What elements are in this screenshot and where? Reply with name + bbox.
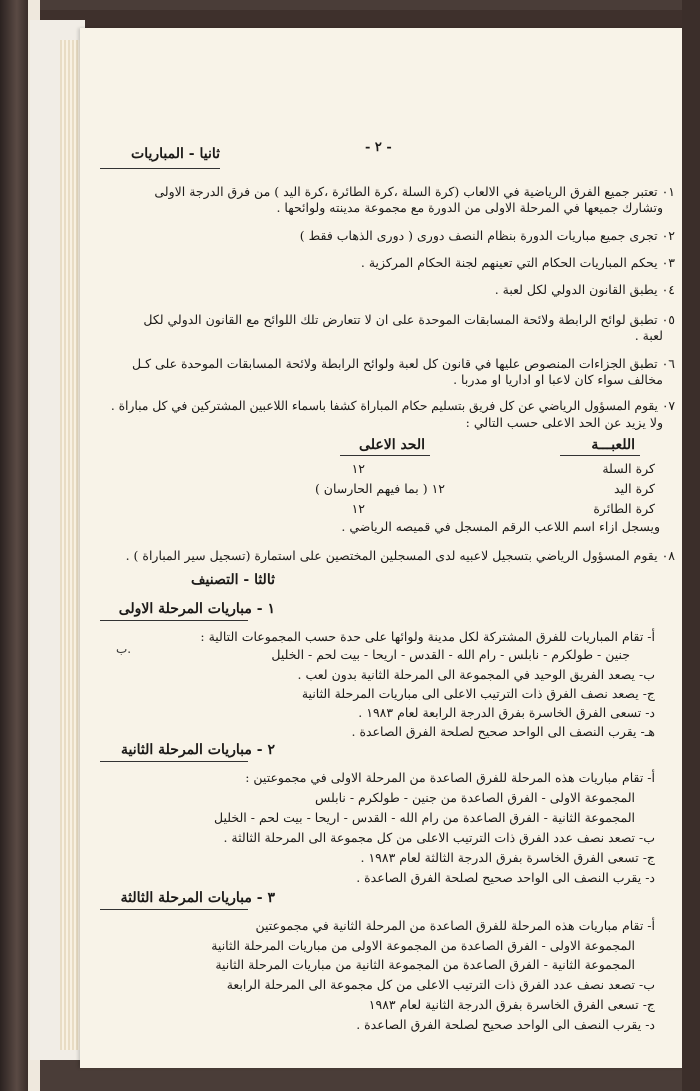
- table-head-max-underline: [340, 455, 430, 456]
- stage3-group1: المجموعة الاولى - الفرق الصاعدة من المجموعة الاولى من مباريات المرحلة الثانية: [211, 938, 635, 953]
- table-row-game: كرة اليد: [614, 481, 655, 496]
- heading-underline: [100, 168, 220, 169]
- stage1-cities: جنين - طولكرم - نابلس - رام الله - القدس - اريحا - بيت لحم - الخليل: [271, 647, 630, 662]
- stage2-group1: المجموعة الاولى - الفرق الصاعدة من جنين - طولكرم - نابلس: [315, 790, 635, 805]
- item4: ٠٤ يطبق القانون الدولي لكل لعبة .: [494, 282, 675, 297]
- stage2-item-c: ج- تسعى الفرق الخاسرة بفرق الدرجة الثالثة لعام ١٩٨٣ .: [360, 850, 655, 865]
- stage1-heading: ١ - مباريات المرحلة الاولى: [118, 601, 275, 617]
- section2-heading: ثانيا - المباريات: [131, 146, 220, 162]
- item5-line2: لعبة .: [634, 328, 663, 343]
- margin-mark: ب.: [116, 642, 132, 656]
- stage2-item-b: ب- تصعد نصف عدد الفرق ذات الترتيب الاعلى من كل مجموعة الى المرحلة الثالثة .: [223, 830, 655, 845]
- page-number: - ٢ -: [365, 140, 392, 155]
- stage3-item-b: ب- تصعد نصف عدد الفرق ذات الترتيب الاعلى من كل مجموعة الى المرحلة الرابعة: [226, 977, 655, 992]
- item7-line1: ٠٧ يقوم المسؤول الرياضي عن كل فريق بتسليم حكام المباراة كشفا باسماء اللاعبين المشتركين في كل مباراة .: [110, 399, 675, 413]
- stage1-item-b: ب- يصعد الفريق الوحيد في المجموعة الى المرحلة الثانية بدون لعب .: [297, 667, 655, 682]
- item7-line2: ولا يزيد عن الحد الاعلى حسب التالي :: [465, 415, 663, 430]
- item6-line2: مخالف سواء كان لاعبا او اداريا او مدربا .: [453, 372, 663, 387]
- item8: ٠٨ يقوم المسؤول الرياضي بتسجيل لاعبيه لدى المسجلين المختصين على استمارة (تسجيل سير المباراة ) .: [125, 548, 675, 563]
- item6-line1: ٠٦ تطبق الجزاءات المنصوص عليها في قانون كل لعبة ولوائح الرابطة ولائحة المسابقات الموحدة على كـل: [131, 356, 675, 371]
- table-note: ويسجل ازاء اسم اللاعب الرقم المسجل في قميصه الرياضي .: [341, 519, 660, 534]
- item1-line2: وتشارك جميعها في المرحلة الاولى من الدورة مع مجموعة مدينته ولوائحها .: [276, 200, 663, 215]
- item1-line1: ٠١ تعتبر جميع الفرق الرياضية في الالعاب (كرة السلة ،كرة الطائرة ،كرة اليد ) من فرق الدرجة الاولى: [154, 184, 675, 199]
- stage2-heading: ٢ - مباريات المرحلة الثانية: [121, 742, 275, 758]
- right-edge-tape: [682, 0, 700, 1091]
- table-row-max: ١٢: [351, 461, 365, 476]
- stage3-group2: المجموعة الثانية - الفرق الصاعدة من المجموعة الثانية من مباريات المرحلة الثانية: [215, 957, 635, 972]
- stage3-item-a: أ- تقام مباريات هذه المرحلة للفرق الصاعدة من المرحلة الثانية في مجموعتين: [255, 918, 655, 933]
- stage3-item-c: ج- تسعى الفرق الخاسرة بفرق الدرجة الثانية لعام ١٩٨٣: [368, 997, 655, 1012]
- stage1-item-d: د- تسعى الفرق الخاسرة بفرق الدرجة الرابعة لعام ١٩٨٣ .: [358, 705, 655, 720]
- table-head-game: اللعبـــة: [591, 437, 635, 453]
- table-row-game: كرة السلة: [602, 461, 655, 476]
- table-row-max: ١٢ ( بما فيهم الحارسان ): [314, 481, 445, 496]
- section3-heading: ثالثا - التصنيف: [191, 572, 275, 588]
- stage2-underline: [100, 761, 248, 762]
- stage2-item-d: د- يقرب النصف الى الواحد صحيح لصلحة الفرق الصاعدة .: [356, 870, 655, 885]
- page-edges: [60, 40, 82, 1050]
- stage2-group2: المجموعة الثانية - الفرق الصاعدة من رام الله - القدس - اريحا - بيت لحم - الخليل: [214, 810, 635, 825]
- stage1-underline: [100, 620, 248, 621]
- stage3-item-d: د- يقرب النصف الى الواحد صحيح لصلحة الفرق الصاعدة .: [356, 1017, 655, 1032]
- table-row-game: كرة الطائرة: [593, 501, 655, 516]
- stage2-item-a: أ- تقام مباريات هذه المرحلة للفرق الصاعدة من المرحلة الاولى في مجموعتين :: [245, 770, 655, 785]
- stage1-item-a: أ- تقام المباريات للفرق المشتركة لكل مدينة ولوائها على حدة حسب المجموعات التالية :: [200, 629, 655, 644]
- stage3-underline: [100, 909, 248, 910]
- stage1-item-e: هـ- يقرب النصف الى الواحد صحيح لصلحة الفرق الصاعدة .: [351, 724, 655, 739]
- item3: ٠٣ يحكم المباريات الحكام التي تعينهم لجنة الحكام المركزية .: [360, 255, 675, 270]
- item2: ٠٢ تجرى جميع مباريات الدورة بنظام النصف دورى ( دورى الذهاب فقط ): [299, 228, 675, 243]
- book-cover: [0, 0, 28, 1091]
- stage3-heading: ٣ - مباريات المرحلة الثالثة: [120, 890, 275, 906]
- document-body: [100, 135, 675, 1065]
- table-head-game-underline: [560, 455, 640, 456]
- item5-line1: ٠٥ تطبق لوائح الرابطة ولائحة المسابقات الموحدة على ان لا تتعارض تلك اللوائح مع القانون الدولي لكل: [143, 312, 675, 327]
- table-row-max: ١٢: [351, 501, 365, 516]
- table-head-max: الحد الاعلى: [359, 437, 425, 453]
- stage1-item-c: ج- يصعد نصف الفرق ذات الترتيب الاعلى الى مباريات المرحلة الثانية: [301, 686, 655, 701]
